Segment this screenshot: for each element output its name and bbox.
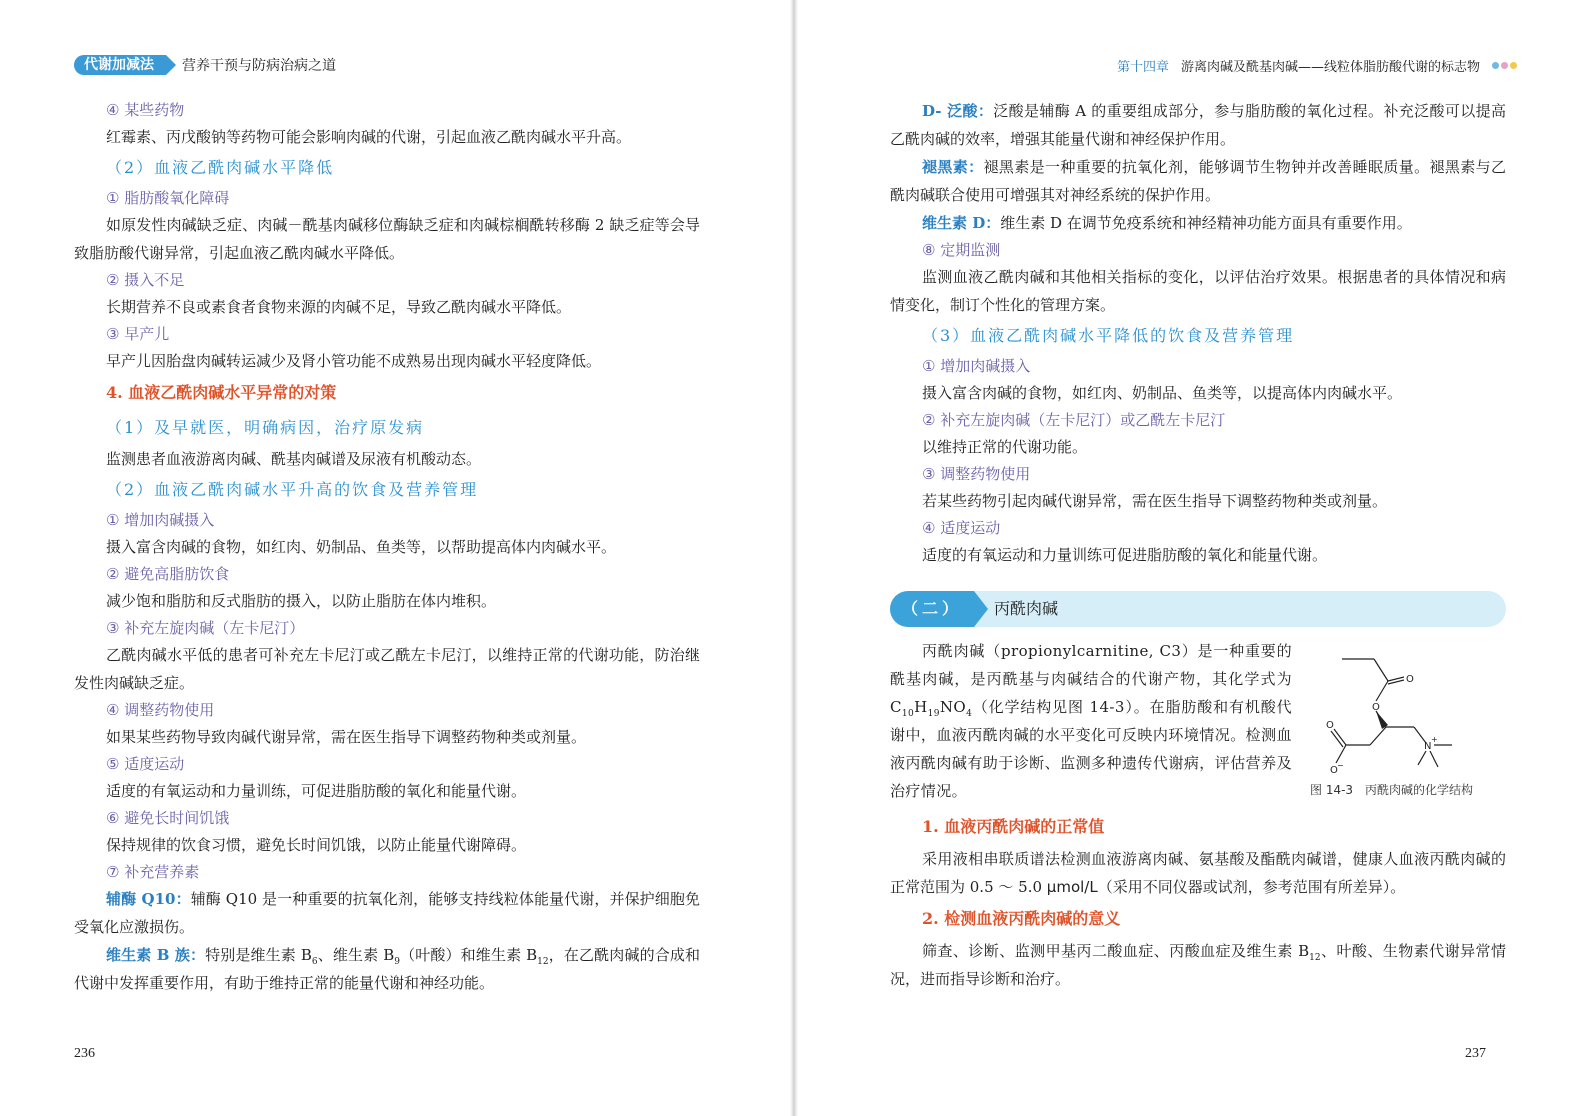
section-heading-level1: 4. 血液乙酰肉碱水平异常的对策	[106, 383, 337, 402]
paragraph-vitamin-d	[890, 209, 1506, 237]
subheading: ② 补充左旋肉碱（左卡尼汀）或乙酰左卡尼汀	[922, 411, 1226, 429]
paragraph: 若某些药物引起肉碱代谢异常，需在医生指导下调整药物种类或剂量。	[922, 492, 1388, 510]
banner-title: 丙酰肉碱	[994, 599, 1059, 618]
book-title-badge: 代谢加减法	[74, 55, 166, 75]
subscript: 12	[537, 957, 549, 967]
text: H	[914, 698, 928, 716]
subscript: 6	[311, 957, 318, 967]
paragraph: 监测血液乙酰肉碱和其他相关指标的变化，以评估治疗效果。根据患者的具体情况和病情变化，制订个性化的管理方案。	[890, 268, 1506, 314]
text: 、维生素 B	[317, 946, 395, 964]
subheading: ① 增加肉碱摄入	[106, 511, 215, 529]
paragraph-significance	[890, 937, 1506, 993]
text: （化学结构见图 14-3）。在脂肪酸和有机酸代谢中，血液丙酰肉碱的水平变化可反映内环境情况。检测血液丙酰肉碱有助于诊断、监测多种遗传代谢病，评估营养及治疗情况。	[890, 698, 1292, 800]
subscript: 19	[927, 709, 940, 719]
chapter-label: 第十四章	[1116, 59, 1169, 75]
paragraph: 保持规律的饮食习惯，避免长时间饥饿，以防止能量代谢障碍。	[106, 836, 527, 854]
section-heading-level2: （1）及早就医，明确病因，治疗原发病	[106, 418, 425, 437]
text: 泛酸是辅酶 A 的重要组成部分，参与脂肪酸的氧化过程。补充泛酸可以提高乙酰肉碱的效率，增强其能量代谢和神经保护作用。	[890, 102, 1507, 148]
keyword: 维生素 D：	[922, 214, 1001, 232]
subheading: ⑦ 补充营养素	[106, 863, 200, 881]
text: （叶酸）和维生素 B	[399, 946, 538, 964]
intro-with-figure	[890, 637, 1506, 805]
intro-text	[890, 637, 1292, 805]
paragraph: 早产儿因胎盘肉碱转运减少及肾小管功能不成熟易出现肉碱水平轻度降低。	[106, 352, 602, 370]
book-subtitle: 营养干预与防病治病之道	[182, 58, 336, 74]
paragraph: 如原发性肉碱缺乏症、肉碱－酰基肉碱移位酶缺乏症和肉碱棕榈酰转移酶 2 缺乏症等会导致脂肪酸代谢异常，引起血液乙酰肉碱水平降低。	[74, 216, 700, 262]
charge-label: +	[1431, 735, 1438, 744]
atom-label: O	[1406, 674, 1414, 685]
section-heading-level1: 1. 血液丙酰肉碱的正常值	[922, 817, 1105, 836]
subheading: ① 增加肉碱摄入	[922, 357, 1031, 375]
text: 丙酰肉碱（propionylcarnitine, C3）是一种重要的酰基肉碱，是丙酰基与肉碱结合的代谢产物，其化学式为 C	[890, 642, 1292, 716]
paragraph: 乙酰肉碱水平低的患者可补充左卡尼汀或乙酰左卡尼汀，以维持正常的代谢功能，防治继发性肉碱缺乏症。	[74, 646, 700, 692]
dot	[1510, 62, 1517, 69]
right-running-header	[1117, 54, 1517, 76]
subheading: ② 避免高脂肪饮食	[106, 565, 230, 583]
atom-label: O	[1326, 720, 1334, 731]
section-heading-level1: 2. 检测血液丙酰肉碱的意义	[922, 909, 1121, 928]
paragraph-normal-range	[890, 845, 1506, 901]
text: 特别是维生素 B	[205, 946, 312, 964]
atom-label: O	[1330, 765, 1338, 776]
keyword: D- 泛酸：	[922, 102, 994, 120]
left-page-content	[74, 97, 700, 997]
chemical-structure-drawing	[1322, 641, 1482, 781]
text: 辅酶 Q10 是一种重要的抗氧化剂，能够支持线粒体能量代谢，并保护细胞免受氧化应激损伤。	[74, 890, 700, 936]
subscript: 10	[901, 709, 915, 719]
dot	[1492, 62, 1499, 69]
paragraph: 摄入富含肉碱的食物，如红肉、奶制品、鱼类等，以提高体内肉碱水平。	[922, 384, 1403, 402]
page-number: 237	[1465, 1046, 1486, 1061]
subscript: 12	[1309, 953, 1321, 963]
text: （采用不同仪器或试剂，参考范围有所差异）。	[1097, 878, 1406, 896]
text: 采用液相串联质谱法检测血液游离肉碱、氨基酸及酯酰肉碱谱，健康人血液丙酰肉碱的正常范围为 0.5 ～ 5.0	[890, 850, 1506, 896]
figure-caption: 图 14-3 丙酰肉碱的化学结构	[1310, 783, 1474, 797]
text: ，在乙酰肉碱的合成和代谢中发挥重要作用，有助于维持正常的能量代谢和神经功能。	[74, 946, 700, 992]
chapter-title: 游离肉碱及酰基肉碱——线粒体脂肪酸代谢的标志物	[1180, 59, 1480, 75]
paragraph-pantothenic-acid	[890, 97, 1506, 153]
paragraph: 以维持正常的代谢功能。	[922, 438, 1088, 456]
keyword: 维生素 B 族：	[106, 946, 206, 964]
left-running-header	[74, 54, 336, 76]
paragraph: 适度的有氧运动和力量训练，可促进脂肪酸的氧化和能量代谢。	[106, 782, 527, 800]
subheading: ② 摄入不足	[106, 271, 185, 289]
text: NO	[939, 698, 967, 716]
text: 筛查、诊断、监测甲基丙二酸血症、丙酸血症及维生素 B	[922, 942, 1310, 960]
subscript: 4	[966, 709, 973, 719]
subheading: ③ 补充左旋肉碱（左卡尼汀）	[106, 619, 305, 637]
text: 、叶酸、生物素代谢异常情况，进而指导诊断和治疗。	[890, 942, 1506, 988]
atom-label: O	[1372, 702, 1380, 713]
subheading: ③ 早产儿	[106, 325, 170, 343]
paragraph: 如果某些药物导致肉碱代谢异常，需在医生指导下调整药物种类或剂量。	[106, 728, 587, 746]
right-page	[796, 0, 1589, 1116]
atom-label: N	[1424, 741, 1432, 752]
dot	[1501, 62, 1508, 69]
paragraph: 摄入富含肉碱的食物，如红肉、奶制品、鱼类等，以帮助提高体内肉碱水平。	[106, 538, 617, 556]
text: 维生素 D 在调节免疫系统和神经精神功能方面具有重要作用。	[1000, 214, 1412, 232]
banner-number-tag: （二）	[890, 591, 974, 627]
paragraph: 长期营养不良或素食者食物来源的肉碱不足，导致乙酰肉碱水平降低。	[106, 298, 572, 316]
page-number: 236	[74, 1046, 95, 1061]
paragraph: 红霉素、丙戊酸钠等药物可能会影响肉碱的代谢，引起血液乙酰肉碱水平升高。	[106, 128, 632, 146]
text: 褪黑素是一种重要的抗氧化剂，能够调节生物钟并改善睡眠质量。褪黑素与乙酰肉碱联合使用可增强其对神经系统的保护作用。	[890, 158, 1506, 204]
subheading: ③ 调整药物使用	[922, 465, 1031, 483]
subheading: ④ 调整药物使用	[106, 701, 215, 719]
charge-label: −	[1337, 761, 1344, 770]
subheading: ⑧ 定期监测	[922, 241, 1001, 259]
subscript: 9	[394, 957, 400, 967]
subheading: ④ 某些药物	[106, 101, 185, 119]
section-heading-level2: （2）血液乙酰肉碱水平升高的饮食及营养管理	[106, 480, 479, 499]
paragraph-vitamin-b	[74, 941, 700, 997]
subheading: ① 脂肪酸氧化障碍	[106, 189, 230, 207]
section-heading-level2: （3）血液乙酰肉碱水平降低的饮食及营养管理	[922, 326, 1295, 345]
decorative-dots-icon	[1490, 62, 1517, 69]
section-banner	[890, 591, 1506, 627]
chemical-structure-figure	[1292, 637, 1506, 805]
paragraph-propionylcarnitine-intro	[890, 637, 1292, 805]
paragraph-melatonin	[890, 153, 1506, 209]
subheading: ④ 适度运动	[922, 519, 1001, 537]
keyword: 辅酶 Q10：	[106, 890, 191, 908]
paragraph: 适度的有氧运动和力量训练可促进脂肪酸的氧化和能量代谢。	[922, 546, 1328, 564]
subheading: ⑤ 适度运动	[106, 755, 185, 773]
right-page-content	[890, 97, 1506, 993]
subheading: ⑥ 避免长时间饥饿	[106, 809, 230, 827]
section-heading-level2: （2）血液乙酰肉碱水平降低	[106, 158, 335, 177]
paragraph: 监测患者血液游离肉碱、酰基肉碱谱及尿液有机酸动态。	[106, 450, 482, 468]
left-page	[0, 0, 792, 1116]
unit: μmol/L	[1046, 878, 1098, 896]
paragraph: 减少饱和脂肪和反式脂肪的摄入，以防止脂肪在体内堆积。	[106, 592, 497, 610]
keyword: 褪黑素：	[922, 158, 984, 176]
paragraph-coenzyme-q10	[74, 885, 700, 941]
